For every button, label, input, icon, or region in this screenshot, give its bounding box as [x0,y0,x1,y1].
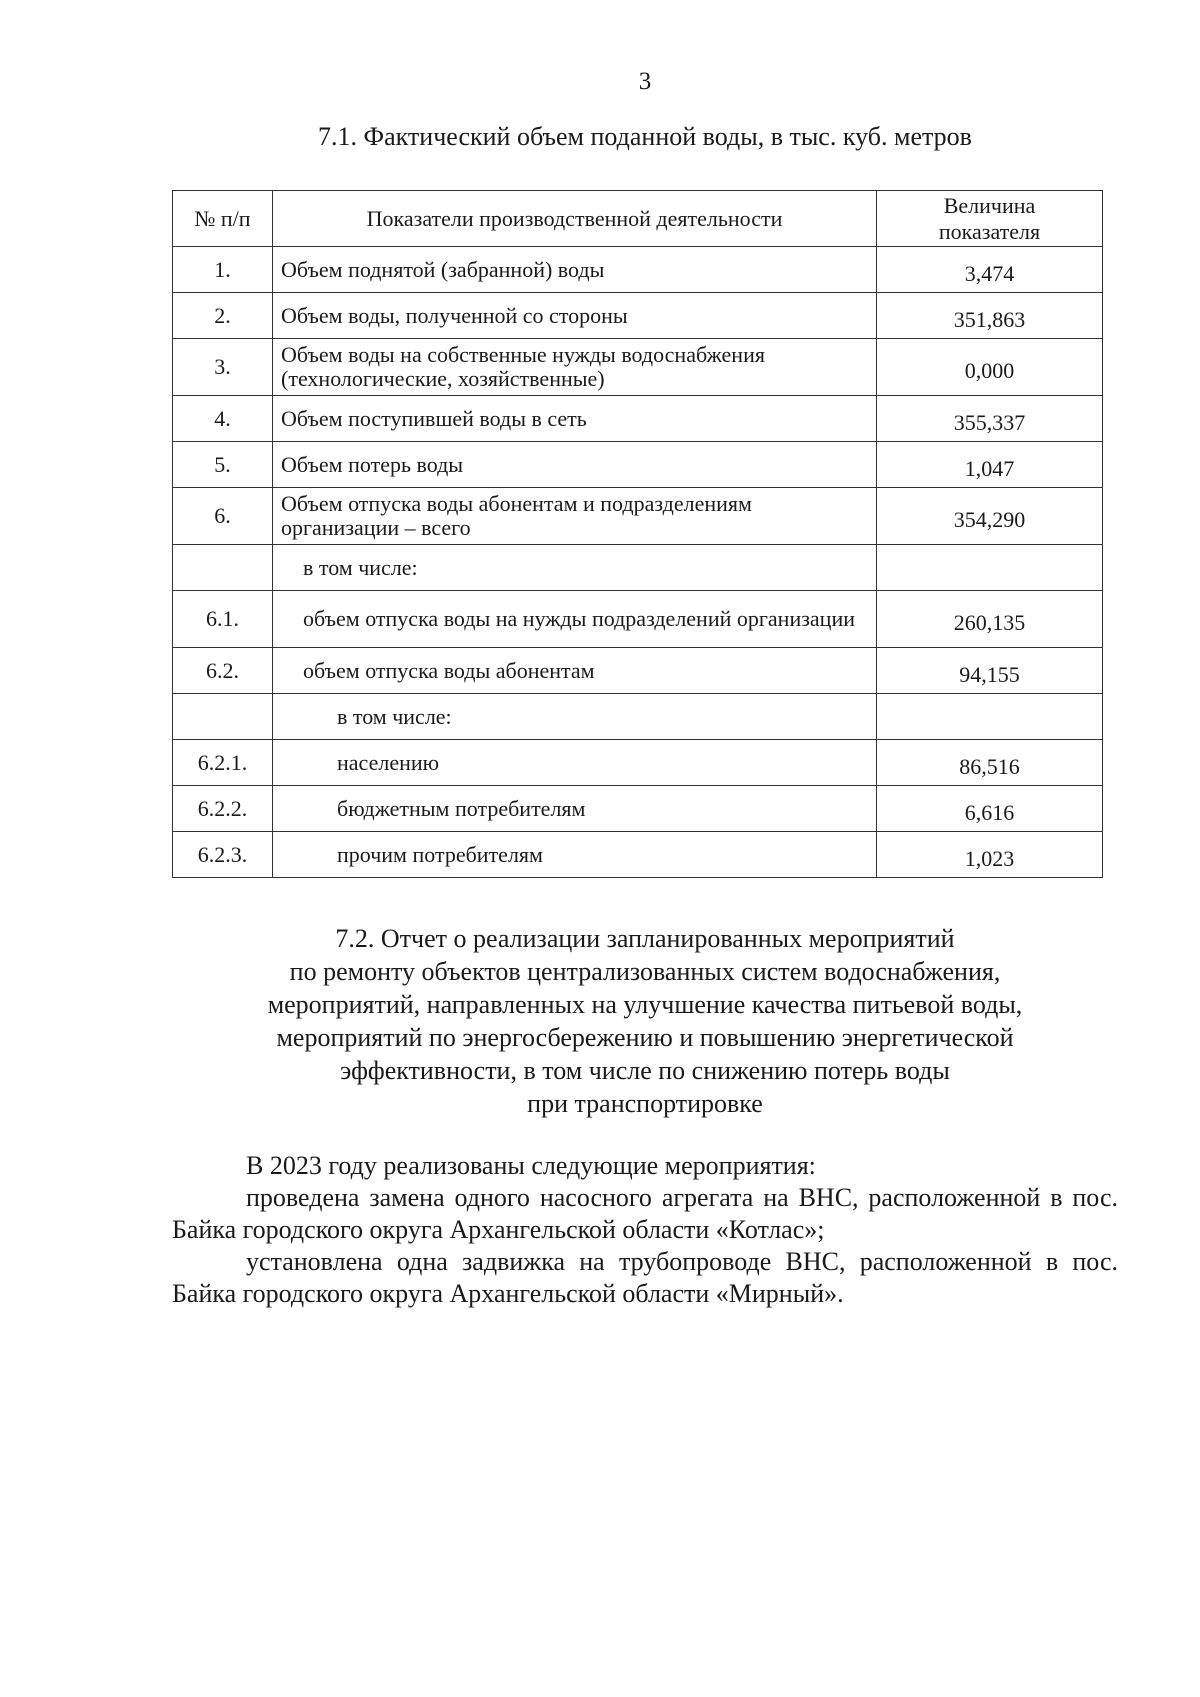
row-label: в том числе: [273,545,877,591]
table-row [173,545,1103,591]
report-body [172,1150,1118,1310]
row-value: 3,474 [877,247,1103,293]
table-row [173,740,1103,786]
row-value: 0,000 [877,339,1103,396]
row-value: 6,616 [877,786,1103,832]
water-volume-table [172,190,1103,878]
row-value: 260,135 [877,591,1103,648]
row-num: 6.2.3. [173,832,273,878]
row-value [877,545,1103,591]
row-label: прочим потребителям [273,832,877,878]
row-value: 355,337 [877,396,1103,442]
row-label: объем отпуска воды на нужды подразделений организации [273,591,877,648]
title-line: по ремонту объектов централизованных систем водоснабжения, [289,957,1001,986]
row-num: 4. [173,396,273,442]
row-num: 5. [173,442,273,488]
activity-item: установлена одна задвижка на трубопроводе ВНС, расположенной в пос. Байка городского округа Архангельской области «Мирный». [172,1247,1118,1308]
title-line: при транспортировке [527,1089,763,1118]
title-line: мероприятий по энергосбережению и повышению энергетической [276,1023,1014,1052]
table-row [173,293,1103,339]
table-header-row [173,191,1103,247]
row-label: Объем поднятой (забранной) воды [273,247,877,293]
row-value: 351,863 [877,293,1103,339]
row-num: 2. [173,293,273,339]
row-num: 3. [173,339,273,396]
header-value [877,191,1103,247]
header-value-text: Величина показателя [938,192,1041,244]
row-label: бюджетным потребителям [273,786,877,832]
row-num: 6. [173,488,273,545]
section-7-2-title [0,922,1200,1120]
activity-item: проведена замена одного насосного агрегата на ВНС, расположенной в пос. Байка городского округа Архангельской области «Котлас»; [172,1183,1118,1244]
table-row [173,648,1103,694]
row-label: Объем отпуска воды абонентам и подразделениям организации – всего [273,488,877,545]
title-line: мероприятий, направленных на улучшение качества питьевой воды, [267,990,1023,1019]
title-line: 7.2. Отчет о реализации запланированных мероприятий [335,924,955,953]
section-7-1-title: 7.1. Фактический объем поданной воды, в тыс. куб. метров [318,122,972,151]
table-row [173,339,1103,396]
table-row [173,488,1103,545]
page-number: 3 [638,68,652,95]
row-label: Объем воды на собственные нужды водоснабжения (технологические, хозяйственные) [273,339,877,396]
row-label: населению [273,740,877,786]
table-row [173,694,1103,740]
row-num: 1. [173,247,273,293]
row-num: 6.2.2. [173,786,273,832]
title-line: эффективности, в том числе по снижению потерь воды [340,1056,950,1085]
header-indicator: Показатели производственной деятельности [273,191,877,247]
row-num: 6.2. [173,648,273,694]
row-num: 6.2.1. [173,740,273,786]
table-row [173,786,1103,832]
row-label: Объем воды, полученной со стороны [273,293,877,339]
intro-paragraph: В 2023 году реализованы следующие мероприятия: [246,1151,816,1180]
table-row [173,442,1103,488]
row-label: Объем потерь воды [273,442,877,488]
row-value: 1,023 [877,832,1103,878]
table-row [173,247,1103,293]
row-value: 94,155 [877,648,1103,694]
row-num: 6.1. [173,591,273,648]
row-label: объем отпуска воды абонентам [273,648,877,694]
table-row [173,396,1103,442]
row-value: 354,290 [877,488,1103,545]
table-row [173,591,1103,648]
row-num [173,545,273,591]
header-num: № п/п [173,191,273,247]
row-value: 86,516 [877,740,1103,786]
table-row [173,832,1103,878]
row-value [877,694,1103,740]
row-value: 1,047 [877,442,1103,488]
row-label: Объем поступившей воды в сеть [273,396,877,442]
row-label: в том числе: [273,694,877,740]
row-num [173,694,273,740]
